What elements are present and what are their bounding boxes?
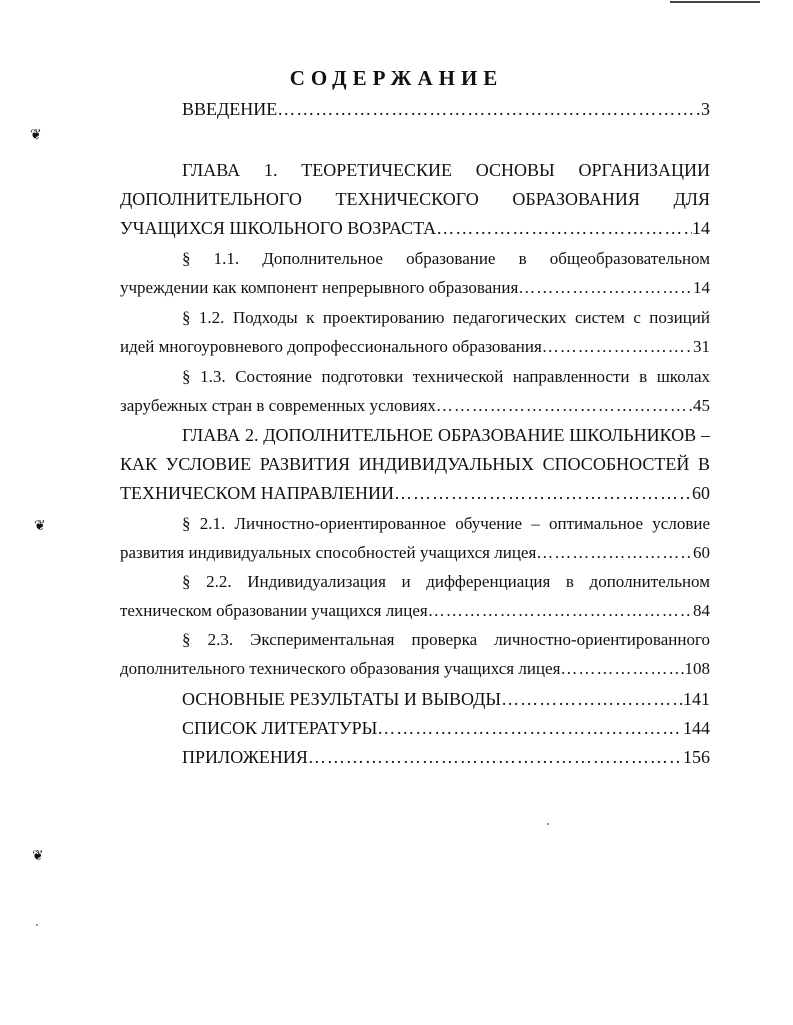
toc-page-number: 45: [693, 396, 710, 415]
toc-line: § 1.1. Дополнительное образование в общеобразовательном: [182, 249, 710, 268]
dot-leader: [394, 483, 692, 503]
toc-line: зарубежных стран в современных условиях: [120, 396, 436, 415]
toc-entry-bibliography[interactable]: [182, 718, 710, 738]
binder-mark-icon: ❦: [30, 128, 42, 143]
toc-line-last: [120, 483, 710, 503]
toc-line: § 1.2. Подходы к проектированию педагогических систем с позиций: [182, 308, 710, 327]
dot-leader: [536, 543, 693, 563]
dot-leader: [277, 99, 701, 119]
toc-line: § 2.1. Личностно-ориентированное обучение – оптимальное условие: [182, 514, 710, 533]
toc-entry-label: СПИСОК ЛИТЕРАТУРЫ: [182, 718, 378, 738]
toc-page-number: 60: [692, 483, 710, 503]
toc-line: идей многоуровневого допрофессионального образования: [120, 337, 542, 356]
dot-leader: [436, 396, 693, 416]
toc-page-number: 14: [693, 278, 710, 297]
toc-line-last: [120, 278, 710, 298]
toc-line: ГЛАВА 1. ТЕОРЕТИЧЕСКИЕ ОСНОВЫ ОРГАНИЗАЦИИ: [182, 160, 710, 180]
dot-leader: [308, 747, 683, 767]
toc-line: § 2.3. Экспериментальная проверка личностно-ориентированного: [182, 630, 710, 649]
toc-page-number: 108: [684, 659, 710, 678]
binder-mark-icon: ❦: [34, 519, 46, 534]
toc-line: § 2.2. Индивидуализация и дифференциация в дополнительном: [182, 572, 710, 591]
toc-line: развития индивидуальных способностей учащихся лицея: [120, 543, 537, 562]
toc-page-number: 60: [693, 543, 710, 562]
toc-line: ГЛАВА 2. ДОПОЛНИТЕЛЬНОЕ ОБРАЗОВАНИЕ ШКОЛЬНИКОВ –: [182, 425, 710, 445]
binder-mark-icon: ❦: [32, 849, 44, 864]
toc-entry-introduction[interactable]: [182, 99, 710, 119]
scan-speck: [547, 823, 549, 825]
toc-line: ТЕХНИЧЕСКОМ НАПРАВЛЕНИИ: [120, 483, 394, 503]
dot-leader: [518, 278, 693, 298]
dot-leader: [542, 337, 693, 357]
toc-entry-label: ПРИЛОЖЕНИЯ: [182, 747, 308, 767]
toc-line: КАК УСЛОВИЕ РАЗВИТИЯ ИНДИВИДУАЛЬНЫХ СПОСОБНОСТЕЙ В: [120, 454, 710, 474]
dot-leader: [501, 689, 683, 709]
toc-page-number: 84: [693, 601, 710, 620]
scan-speck: [36, 924, 38, 926]
toc-line: § 1.3. Состояние подготовки технической направленности в школах: [182, 367, 710, 386]
toc-page-number: 156: [683, 747, 710, 767]
toc-line-last: [120, 396, 710, 416]
toc-entry-results[interactable]: [182, 689, 710, 709]
toc-line: ДОПОЛНИТЕЛЬНОГО ТЕХНИЧЕСКОГО ОБРАЗОВАНИЯ ДЛЯ: [120, 189, 710, 209]
top-edge-rule: [670, 1, 760, 3]
toc-page-number: 144: [683, 718, 710, 738]
dot-leader: [436, 218, 692, 238]
toc-entry-label: ОСНОВНЫЕ РЕЗУЛЬТАТЫ И ВЫВОДЫ: [182, 689, 502, 709]
dot-leader: [560, 659, 684, 679]
toc-line-last: [120, 659, 710, 679]
dot-leader: [428, 601, 693, 621]
toc-line-last: [120, 543, 710, 563]
toc-line: дополнительного технического образования учащихся лицея: [120, 659, 561, 678]
toc-line: УЧАЩИХСЯ ШКОЛЬНОГО ВОЗРАСТА: [120, 218, 437, 238]
toc-page-number: 31: [693, 337, 710, 356]
toc-line-last: [120, 337, 710, 357]
toc-line: учреждении как компонент непрерывного образования: [120, 278, 519, 297]
toc-entry-label: ВВЕДЕНИЕ: [182, 99, 278, 119]
toc-page-number: 14: [692, 218, 710, 238]
dot-leader: [377, 718, 683, 738]
page-title: СОДЕРЖАНИЕ: [289, 66, 504, 90]
toc-line: техническом образовании учащихся лицея: [120, 601, 428, 620]
toc-page-number: 3: [701, 99, 710, 119]
toc-entry-appendices[interactable]: [182, 747, 710, 767]
toc-line-last: [120, 218, 710, 238]
toc-page-number: 141: [683, 689, 710, 709]
toc-line-last: [120, 601, 710, 621]
